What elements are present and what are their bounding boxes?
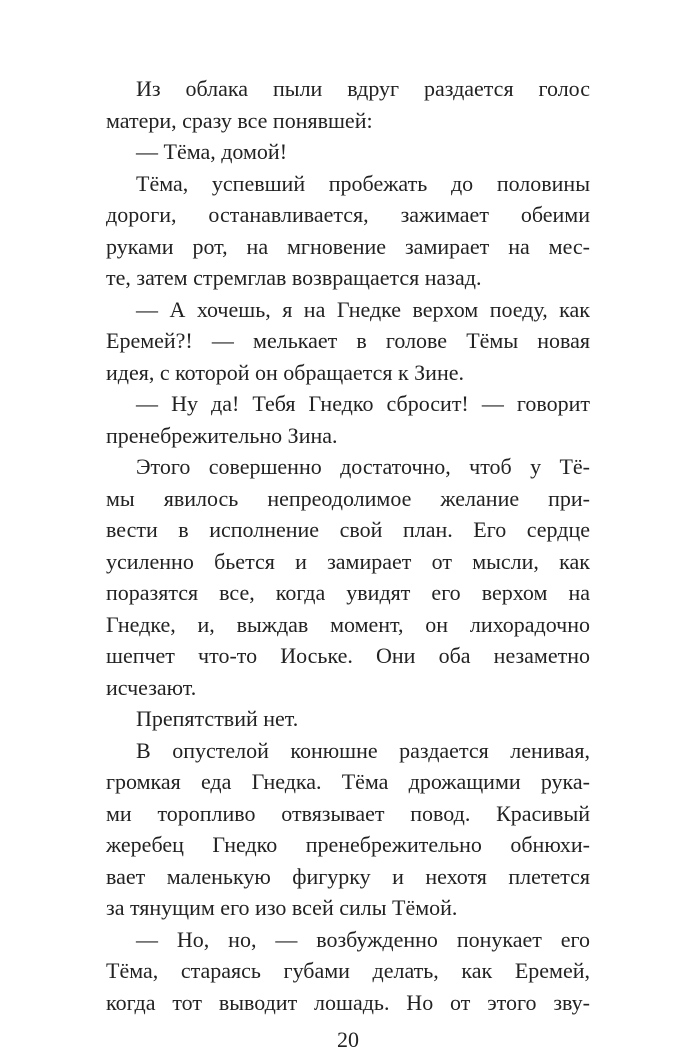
text-line: Гнедке, и, выждав момент, он лихорадочно (106, 611, 590, 637)
text-line: поразятся все, когда увидят его верхом на (106, 580, 590, 605)
text-line: пренебрежительно Зина. (106, 422, 338, 448)
text-line: Из облака пыли вдруг раздается голос (136, 76, 590, 101)
paragraph (106, 73, 590, 136)
text-line: Еремей?! — мелькает в голове Тёмы новая (106, 328, 590, 353)
text-line: Тёма, стараясь губами делать, как Еремей, (106, 958, 590, 983)
text-line: мы явилось непреодолимое желание при- (106, 485, 590, 511)
text-line: матери, сразу все понявшей: (106, 107, 373, 133)
paragraph (106, 451, 590, 703)
text-line: жеребец Гнедко пренебрежительно обнюхи- (106, 832, 590, 857)
paragraph (106, 136, 590, 168)
text-line: Препятствий нет. (136, 706, 299, 731)
text-line: те, затем стремглав возвращается назад. (106, 265, 482, 290)
text-line: ми торопливо отвязывает повод. Красивый (106, 800, 590, 826)
paragraph (106, 388, 590, 451)
text-line: В опустелой конюшне раздается ленивая, (136, 737, 590, 763)
text-line: исчезают. (106, 674, 197, 700)
text-line: — А хочешь, я на Гнедке верхом поеду, как (136, 296, 590, 322)
paragraph (106, 703, 590, 735)
text-line: — Ну да! Тебя Гнедко сбросит! — говорит (136, 391, 590, 416)
text-line: идея, с которой он обращается к Зине. (106, 359, 464, 385)
text-line: вести в исполнение свой план. Его сердце (106, 517, 590, 542)
book-page-text (106, 73, 590, 1018)
text-line: — Тёма, домой! (136, 139, 288, 164)
text-line: руками рот, на мгновение замирает на мес- (106, 233, 590, 259)
text-line: шепчет что-то Иоське. Они оба незаметно (106, 643, 590, 668)
page-number: 20 (337, 1027, 359, 1052)
text-line: Тёма, успевший пробежать до половины (136, 170, 590, 196)
text-line: дороги, останавливается, зажимает обеими (106, 202, 590, 227)
text-line: Этого совершенно достаточно, чтоб у Тё- (136, 454, 590, 479)
text-line: когда тот выводит лошадь. Но от этого зву- (106, 989, 590, 1015)
text-line: усиленно бьется и замирает от мысли, как (106, 548, 590, 574)
text-line: за тянущим его изо всей силы Тёмой. (106, 895, 458, 920)
paragraph (106, 924, 590, 1019)
text-line: вает маленькую фигурку и нехотя плетется (106, 863, 590, 889)
text-line: громкая еда Гнедка. Тёма дрожащими рука- (106, 769, 590, 794)
paragraph (106, 294, 590, 389)
paragraph (106, 168, 590, 294)
text-line: — Но, но, — возбужденно понукает его (136, 926, 590, 952)
paragraph (106, 735, 590, 924)
